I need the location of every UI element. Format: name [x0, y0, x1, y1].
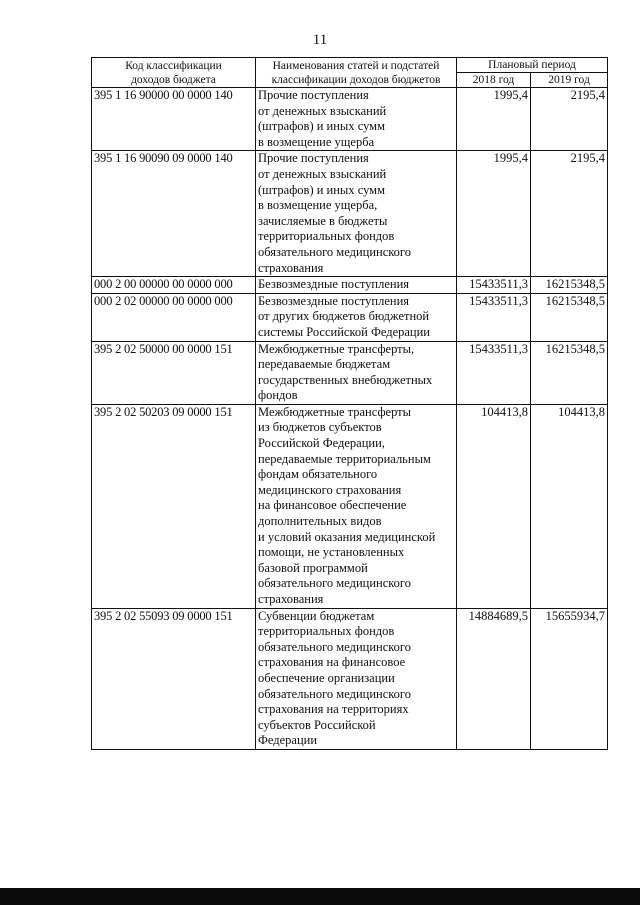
value-2019: 15655934,7 — [531, 608, 608, 749]
article-name-line: от денежных взысканий — [258, 166, 387, 181]
article-name-line: от денежных взысканий — [258, 103, 387, 118]
article-name-line: страхования на финансовое — [258, 655, 406, 670]
article-name — [256, 608, 457, 749]
article-name-line: обеспечение организации — [258, 670, 395, 685]
classification-code: 395 1 16 90090 09 0000 140 — [92, 151, 256, 277]
article-name-line: дополнительных видов — [258, 514, 382, 529]
article-name-line: обязательного медицинского — [258, 686, 412, 701]
header-name-column — [256, 58, 457, 88]
article-name-line: передаваемые бюджетам — [258, 357, 391, 372]
value-2019: 2195,4 — [531, 88, 608, 151]
classification-code: 000 2 02 00000 00 0000 000 — [92, 293, 256, 341]
article-name-line: Безвозмездные поступления — [258, 293, 410, 308]
article-name-line: зачисляемые в бюджеты — [258, 213, 388, 228]
value-2018: 15433511,3 — [457, 341, 531, 404]
article-name-line: (штрафов) и иных сумм — [258, 119, 385, 134]
article-name-line: страхования — [258, 260, 324, 275]
article-name-line: (штрафов) и иных сумм — [258, 182, 385, 197]
article-name-line: передаваемые территориальным — [258, 451, 431, 466]
article-name-line: государственных внебюджетных — [258, 372, 433, 387]
classification-code: 395 2 02 50000 00 0000 151 — [92, 341, 256, 404]
article-name-line: на финансовое обеспечение — [258, 498, 407, 513]
header-name-line: классификации доходов бюджетов — [271, 73, 441, 86]
table-row — [92, 293, 608, 341]
classification-code: 000 2 00 00000 00 0000 000 — [92, 277, 256, 294]
value-2018: 15433511,3 — [457, 277, 531, 294]
article-name-line: страхования — [258, 592, 324, 606]
article-name-line: и условий оказания медицинской — [258, 529, 436, 544]
article-name-line: Безвозмездные поступления — [258, 277, 410, 292]
article-name-line: медицинского страхования — [258, 482, 402, 497]
article-name — [256, 151, 457, 277]
table-body — [92, 88, 608, 750]
classification-code: 395 1 16 90000 00 0000 140 — [92, 88, 256, 151]
value-2018: 1995,4 — [457, 151, 531, 277]
article-name-line: территориальных фондов — [258, 624, 395, 639]
article-name-line: субъектов Российской — [258, 717, 376, 732]
value-2018: 14884689,5 — [457, 608, 531, 749]
value-2019: 16215348,5 — [531, 341, 608, 404]
article-name-line: Российской Федерации, — [258, 436, 385, 451]
table-row — [92, 277, 608, 294]
article-name-line: Прочие поступления — [258, 88, 369, 102]
article-name-line: обязательного медицинского — [258, 639, 412, 654]
value-2019: 16215348,5 — [531, 293, 608, 341]
article-name-line: в возмещение ущерба — [258, 134, 375, 149]
page-number: 11 — [312, 32, 328, 48]
value-2018: 1995,4 — [457, 88, 531, 151]
article-name-line: Субвенции бюджетам — [258, 608, 375, 623]
article-name-line: обязательного медицинского — [258, 244, 412, 259]
value-2018: 15433511,3 — [457, 293, 531, 341]
article-name — [256, 277, 457, 294]
table-row — [92, 88, 608, 151]
article-name — [256, 293, 457, 341]
article-name-line: Федерации — [258, 733, 318, 748]
article-name-line: Межбюджетные трансферты — [258, 404, 412, 419]
header-year-2018: 2018 год — [457, 73, 531, 88]
classification-code: 395 2 02 50203 09 0000 151 — [92, 404, 256, 608]
header-planned-period: Плановый период — [457, 58, 608, 73]
article-name-line: территориальных фондов — [258, 229, 395, 244]
article-name — [256, 404, 457, 608]
revenue-classification-table — [91, 57, 608, 750]
value-2019: 16215348,5 — [531, 277, 608, 294]
table-row — [92, 151, 608, 277]
value-2018: 104413,8 — [457, 404, 531, 608]
article-name-line: фондам обязательного — [258, 467, 378, 482]
header-code-column — [92, 58, 256, 88]
article-name-line: базовой программой — [258, 560, 368, 575]
table-row — [92, 608, 608, 749]
article-name-line: фондов — [258, 388, 298, 403]
article-name-line: обязательного медицинского — [258, 576, 412, 591]
article-name-line: страхования на территориях — [258, 702, 409, 717]
article-name-line: Прочие поступления — [258, 151, 369, 166]
table-row — [92, 404, 608, 608]
article-name-line: от других бюджетов бюджетной — [258, 309, 430, 324]
article-name-line: в возмещение ущерба, — [258, 198, 378, 213]
table-header-row — [92, 58, 608, 73]
classification-code: 395 2 02 55093 09 0000 151 — [92, 608, 256, 749]
article-name — [256, 341, 457, 404]
header-code-line: доходов бюджета — [131, 73, 216, 86]
article-name-line: помощи, не установленных — [258, 545, 405, 560]
value-2019: 104413,8 — [531, 404, 608, 608]
article-name-line: из бюджетов субъектов — [258, 420, 382, 435]
scan-bottom-edge — [0, 888, 640, 905]
header-name-line: Наименования статей и подстатей — [272, 59, 440, 72]
article-name-line: Межбюджетные трансферты, — [258, 341, 415, 356]
header-year-2019: 2019 год — [531, 73, 608, 88]
header-code-line: Код классификации — [125, 59, 222, 72]
value-2019: 2195,4 — [531, 151, 608, 277]
table-row — [92, 341, 608, 404]
article-name — [256, 88, 457, 151]
article-name-line: системы Российской Федерации — [258, 324, 430, 339]
